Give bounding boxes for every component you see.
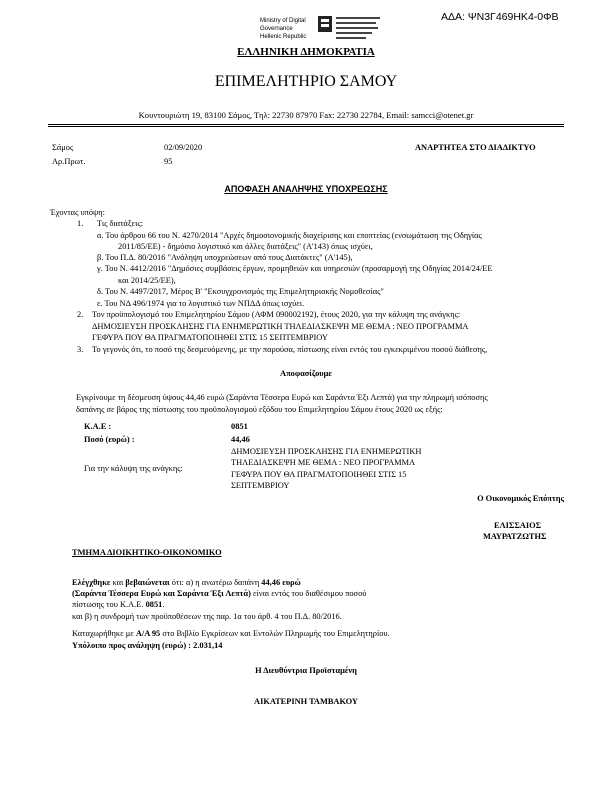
posting-note: ΑΝΑΡΤΗΤΕΑ ΣΤΟ ΔΙΑΔΙΚΤΥΟ	[415, 143, 536, 152]
item1-c-line2: και 2014/25/ΕΕ),	[118, 276, 176, 285]
decision-title: ΑΠΟΦΑΣΗ ΑΝΑΛΗΨΗΣ ΥΠΟΧΡΕΩΣΗΣ	[224, 184, 388, 194]
need-label: Για την κάλυψη της ανάγκης:	[84, 464, 183, 473]
ada-code: ΑΔΑ: ΨΝ3Γ469ΗΚ4-0ΦΒ	[441, 11, 559, 23]
amount-value: 44,46	[231, 435, 250, 444]
doc-date: 02/09/2020	[164, 143, 203, 152]
item1-a-line2: 2011/85/ΕΕ) - δημόσιο λογιστικό και άλλες διατάξεις" (Α'143) όπως ισχύει,	[118, 242, 373, 251]
signer1-role: Ο Οικονομικός Επόπτης	[477, 494, 564, 503]
need-line-3: ΓΕΦΥΡΑ ΠΟΥ ΘΑ ΠΡΑΓΜΑΤΟΠΟΙΗΘΕΙ ΣΤΙΣ 15	[231, 470, 407, 479]
department-heading: ΤΜΗΜΑ ΔΙΟΙΚΗΤΙΚΟ-ΟΙΚΟΝΟΜΙΚΟ	[72, 548, 222, 557]
check-and: και	[110, 578, 126, 587]
check-line3	[72, 600, 164, 609]
item1-d: δ. Του Ν. 4497/2017, Μέρος Β' "Εκσυγχρονισμός της Επιμελητηριακής Νομοθεσίας"	[97, 287, 384, 296]
item1-number: 1.	[77, 219, 84, 228]
item3-number: 3.	[77, 345, 84, 354]
approve-line2: δαπάνης σε βάρος της πίστωσης του προϋπολογισμού εξόδου του Επιμελητηρίου Σάμου έτους 2020 ως εξής:	[76, 405, 443, 414]
check-line1	[72, 578, 301, 587]
check-line5-pre: Καταχωρήθηκε με	[72, 629, 136, 638]
item1-e: ε. Του ΝΔ 496/1974 για το λογιστικό των ΝΠΔΔ όπως ισχύει.	[97, 299, 305, 308]
approve-line1: Εγκρίνουμε τη δέσμευση ύψους 44,46 ευρώ (Σαράντα Τέσσερα Ευρώ και Σαράντα Έξι Λεπτά) για την πληρωμή ισόποσης	[76, 393, 488, 402]
check-line3-pre: πίστωσης του Κ.Α.Ε.	[72, 600, 146, 609]
check-amount: 44,46 ευρώ	[261, 578, 301, 587]
check-line2-rest: είναι εντός του διαθέσιμου ποσού	[250, 589, 367, 598]
item2-line2: ΔΗΜΟΣΙΕΥΣΗ ΠΡΟΣΚΛΗΣΗΣ ΓΙΑ ΕΝΗΜΕΡΩΤΙΚΗ ΤΗΛΕΔΙΑΣΚΕΨΗ ΜΕ ΘΕΜΑ : ΝΕΟ ΠΡΟΓΡΑΜΜΑ	[92, 322, 469, 331]
item1-c-line1: γ. Του Ν. 4412/2016 "Δημόσιες συμβάσεις έργων, προμηθειών και υπηρεσιών (προσαρμογή της Οδηγίας 2014/24/ΕΕ	[97, 264, 493, 273]
logo-line-3: Hellenic Republic	[260, 34, 307, 40]
chamber-heading: ΕΠΙΜΕΛΗΤΗΡΙΟ ΣΑΜΟΥ	[214, 73, 398, 90]
check-line4: και β) η συνδρομή των προϋποθέσεων της παρ. 1α του άρθ. 4 του Π.Δ. 80/2016.	[72, 612, 342, 621]
contact-line: Κουντουριώτη 19, 83100 Σάμος, Τηλ: 22730 87970 Fax: 22730 22784, Email: samcci@otenet.gr	[138, 110, 474, 120]
ministry-logo	[256, 14, 386, 44]
check-entry-number: Α/Α 95	[135, 629, 161, 638]
check-line3-end: .	[162, 600, 165, 609]
protocol-number: 95	[164, 157, 173, 166]
remaining-label: Υπόλοιπο προς ανάληψη (ευρώ) :	[72, 641, 192, 650]
check-certified: βεβαιώνεται	[125, 578, 170, 587]
considering-label: Έχοντας υπόψη:	[50, 208, 105, 217]
signer1-name1: ΕΛΙΣΣΑΙΟΣ	[494, 521, 542, 530]
kae-value: 0851	[231, 422, 248, 431]
signer2-name: ΑΙΚΑΤΕΡΙΝΗ ΤΑΜΒΑΚΟΥ	[254, 697, 358, 706]
check-amount-words: (Σαράντα Τέσσερα Ευρώ και Σαράντα Έξι Λεπτά)	[72, 589, 251, 598]
check-line5	[72, 629, 390, 638]
need-line-1: ΔΗΜΟΣΙΕΥΣΗ ΠΡΟΣΚΛΗΣΗΣ ΓΙΑ ΕΝΗΜΕΡΩΤΙΚΗ	[231, 447, 422, 456]
header-rule	[48, 124, 564, 125]
item2-number: 2.	[77, 310, 84, 319]
signer1-name2: ΜΑΥΡΑΤΖΩΤΗΣ	[483, 532, 547, 541]
amount-label: Ποσό (ευρώ) :	[84, 435, 135, 444]
place-label: Σάμος	[52, 143, 74, 152]
item1-a-line1: α. Του άρθρου 66 του Ν. 4270/2014 "Αρχές δημοσιονομικής διαχείρισης και εποπτείας (ενσωμάτωση της Οδηγίας	[97, 231, 482, 240]
header-rule-2	[48, 126, 564, 127]
item2-line1: Τον προϋπολογισμό του Επιμελητηρίου Σάμου (ΑΦΜ 090002192), έτους 2020, για την κάλυψη της ανάγκης:	[92, 310, 461, 319]
item2-line3: ΓΕΦΥΡΑ ΠΟΥ ΘΑ ΠΡΑΓΜΑΤΟΠΟΙΗΘΕΙ ΣΤΙΣ 15 ΣΕΠΤΕΜΒΡΙΟΥ	[92, 333, 328, 342]
protocol-label: Αρ.Πρωτ.	[52, 157, 86, 166]
logo-line-2: Governance	[260, 26, 293, 32]
check-line1-rest: ότι: α) η ανωτέρω δαπάνη	[169, 578, 262, 587]
check-kae: 0851	[145, 600, 163, 609]
kae-label: Κ.Α.Ε :	[84, 422, 112, 431]
item1-b: β. Του Π.Δ. 80/2016 "Ανάληψη υποχρεώσεων από τους Διατάκτες" (Α'145),	[97, 253, 353, 262]
check-line5-rest: στο Βιβλίο Εγκρίσεων και Εντολών Πληρωμής του Επιμελητηρίου.	[160, 629, 390, 638]
check-line2	[72, 589, 366, 598]
need-line-4: ΣΕΠΤΕΜΒΡΙΟΥ	[231, 481, 290, 490]
item1-heading: Τις διατάξεις:	[97, 219, 143, 228]
item3-text: Το γεγονός ότι, το ποσό της δεσμευόμενης, με την παρούσα, πίστωσης είναι εντός του εγκεκριμένου ποσού διάθεσης,	[92, 345, 488, 354]
logo-line-1: Ministry of Digital	[260, 18, 306, 24]
need-line-2: ΤΗΛΕΔΙΑΣΚΕΨΗ ΜΕ ΘΕΜΑ : ΝΕΟ ΠΡΟΓΡΑΜΜΑ	[231, 458, 416, 467]
republic-heading: ΕΛΛΗΝΙΚΗ ΔΗΜΟΚΡΑΤΙΑ	[237, 46, 375, 58]
decide-heading: Αποφασίζουμε	[280, 369, 332, 378]
check-line6	[72, 641, 222, 650]
signer2-role: Η Διευθύντρια Προϊσταμένη	[255, 666, 357, 675]
check-checked: Ελέγχθηκε	[72, 578, 111, 587]
remaining-value: 2.031,14	[193, 641, 223, 650]
